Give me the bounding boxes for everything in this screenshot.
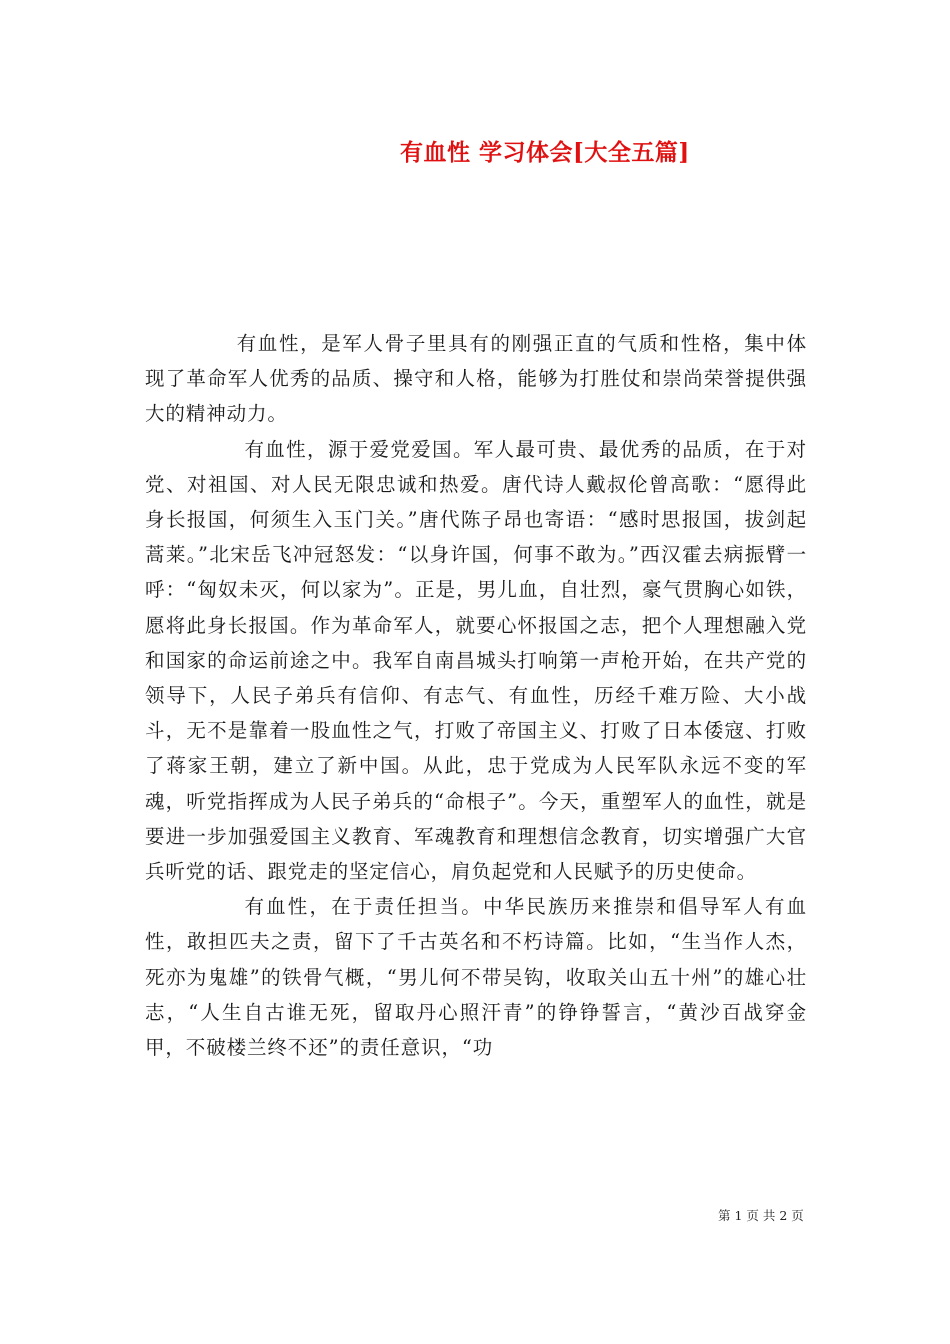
document-title: 有血性 学习体会[大全五篇]: [400, 139, 690, 166]
document-body: [145, 326, 807, 1065]
paragraph: 有血性，在于责任担当。中华民族历来推崇和倡导军人有血性，敢担匹夫之责，留下了千古英名和不朽诗篇。比如，“生当作人杰，死亦为鬼雄”的铁骨气概，“男儿何不带吴钩，收取关山五十州”的雄心壮志，“人生自古谁无死，留取丹心照汗青”的铮铮誓言，“黄沙百战穿金甲，不破楼兰终不还”的责任意识，“功: [145, 895, 807, 1060]
paragraph: 有血性，是军人骨子里具有的刚强正直的气质和性格，集中体现了革命军人优秀的品质、操守和人格，能够为打胜仗和崇尚荣誉提供强大的精神动力。: [145, 332, 807, 426]
page-footer: 第 1 页 共 2 页: [718, 1208, 804, 1223]
paragraph: 有血性，源于爱党爱国。军人最可贵、最优秀的品质，在于对党、对祖国、对人民无限忠诚和热爱。唐代诗人戴叔伦曾高歌：“愿得此身长报国，何须生入玉门关。”唐代陈子昂也寄语：“感时思报国，拔剑起蒿莱。”北宋岳飞冲冠怒发：“以身许国，何事不敢为。”西汉霍去病振臂一呼：“匈奴未灭，何以家为”。正是，男儿血，自壮烈，豪气贯胸心如铁，愿将此身长报国。作为革命军人，就要心怀报国之志，把个人理想融入党和国家的命运前途之中。我军自南昌城头打响第一声枪开始，在共产党的领导下，人民子弟兵有信仰、有志气、有血性，历经千难万险、大小战斗，无不是靠着一股血性之气，打败了帝国主义、打败了日本倭寇、打败了蒋家王朝，建立了新中国。从此，忠于党成为人民军队永远不变的军魂，听党指挥成为人民子弟兵的“命根子”。今天，重塑军人的血性，就是要进一步加强爱国主义教育、军魂教育和理想信念教育，切实增强广大官兵听党的话、跟党走的坚定信心，肩负起党和人民赋予的历史使命。: [145, 437, 807, 884]
